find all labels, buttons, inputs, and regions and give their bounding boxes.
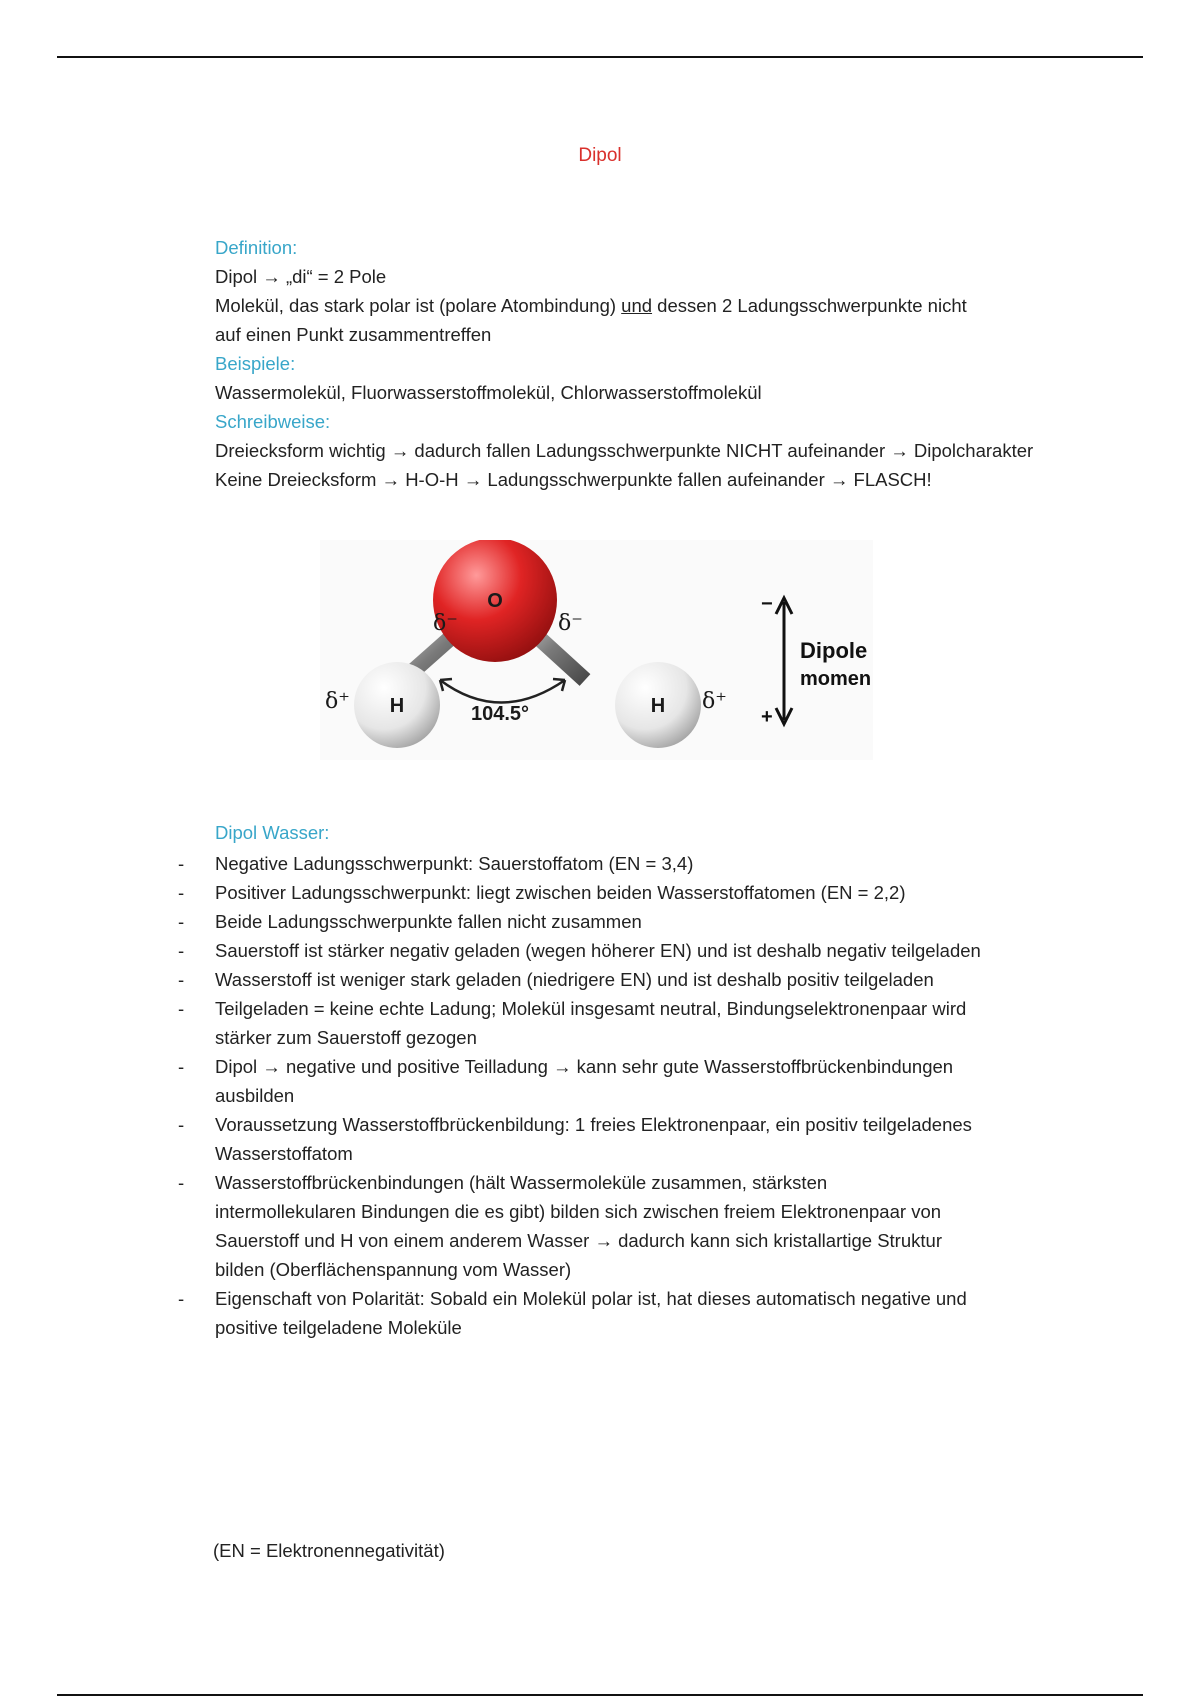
list-item: - Eigenschaft von Polarität: Sobald ein Molekül polar ist, hat dieses automatisch negative und positive teilgeladene Moleküle xyxy=(178,1288,967,1338)
underlined-word: und xyxy=(621,295,653,316)
examples-text: Wassermolekül, Fluorwasserstoffmolekül, Chlorwasserstoffmolekül xyxy=(215,382,762,403)
water-molecule-diagram xyxy=(320,540,880,760)
dipole-moment-label-line2: momen xyxy=(800,668,872,690)
notation-heading: Schreibweise: xyxy=(215,411,331,432)
water-dipole-section xyxy=(215,818,1135,847)
definition-heading: Definition: xyxy=(215,237,298,258)
list-item: - Voraussetzung Wasserstoffbrückenbildung: 1 freies Elektronenpaar, ein positiv teilgeladenes Wasserstoffatom xyxy=(178,1114,972,1164)
delta-plus-left: δ⁺ xyxy=(325,689,350,714)
bond-angle-label: 104.5° xyxy=(470,703,530,725)
oxygen-label: O xyxy=(487,590,503,612)
definition-line: auf einen Punkt zusammentreffen xyxy=(215,324,492,345)
delta-plus-right: δ⁺ xyxy=(702,689,727,714)
dipole-moment-label-line1: Dipole xyxy=(800,638,868,663)
definition-section xyxy=(215,233,1135,494)
footnote: (EN = Elektronennegativität) xyxy=(213,1540,445,1561)
list-item: - Wasserstoff ist weniger stark geladen (niedrigere EN) und ist deshalb positiv teilgeladen xyxy=(178,969,934,990)
examples-heading: Beispiele: xyxy=(215,353,296,374)
list-item: - Dipol → negative und positive Teilladung → kann sehr gute Wasserstoffbrückenbindungen ausbilden xyxy=(178,1056,954,1106)
dipole-minus-sign: − xyxy=(761,593,773,615)
bottom-rule xyxy=(57,1694,1143,1696)
list-item: - Wasserstoffbrückenbindungen (hält Wassermoleküle zusammen, stärksten intermollekularen Bindungen die es gibt) bilden sich zwischen freiem Elektronenpaar von Sauerstoff und H von einem anderem Wasser → dadurch kann sich kristallartige Struktur bilden (Oberflächenspannung vom Wasser) xyxy=(178,1172,942,1280)
delta-minus-right: δ⁻ xyxy=(558,611,583,636)
list-item: - Beide Ladungsschwerpunkte fallen nicht zusammen xyxy=(178,911,642,932)
delta-minus-left: δ⁻ xyxy=(433,611,458,636)
definition-line: Molekül, das stark polar ist (polare Atombindung) und dessen 2 Ladungsschwerpunkte nicht xyxy=(215,295,967,316)
definition-line: Dipol → „di“ = 2 Pole xyxy=(215,266,387,287)
hydrogen-right-label: H xyxy=(650,695,666,717)
notation-line: Keine Dreiecksform → H-O-H → Ladungsschwerpunkte fallen aufeinander → FLASCH! xyxy=(215,469,932,490)
list-item: - Teilgeladen = keine echte Ladung; Molekül insgesamt neutral, Bindungselektronenpaar wird stärker zum Sauerstoff gezogen xyxy=(178,998,967,1048)
list-item: - Negative Ladungsschwerpunkt: Sauerstoffatom (EN = 3,4) xyxy=(178,853,694,874)
list-item: - Positiver Ladungsschwerpunkt: liegt zwischen beiden Wasserstoffatomen (EN = 2,2) xyxy=(178,882,906,903)
top-rule xyxy=(57,56,1143,58)
list-item: - Sauerstoff ist stärker negativ geladen (wegen höherer EN) und ist deshalb negativ teilgeladen xyxy=(178,940,981,961)
dipole-plus-sign: + xyxy=(761,706,773,728)
hydrogen-left-label: H xyxy=(389,695,405,717)
water-facts-list xyxy=(178,849,1078,1342)
notation-line: Dreiecksform wichtig → dadurch fallen Ladungsschwerpunkte NICHT aufeinander → Dipolcharakter xyxy=(215,440,1034,461)
page-title: Dipol xyxy=(578,145,622,166)
figure-crop-edge xyxy=(873,540,880,760)
water-heading: Dipol Wasser: xyxy=(215,822,330,843)
